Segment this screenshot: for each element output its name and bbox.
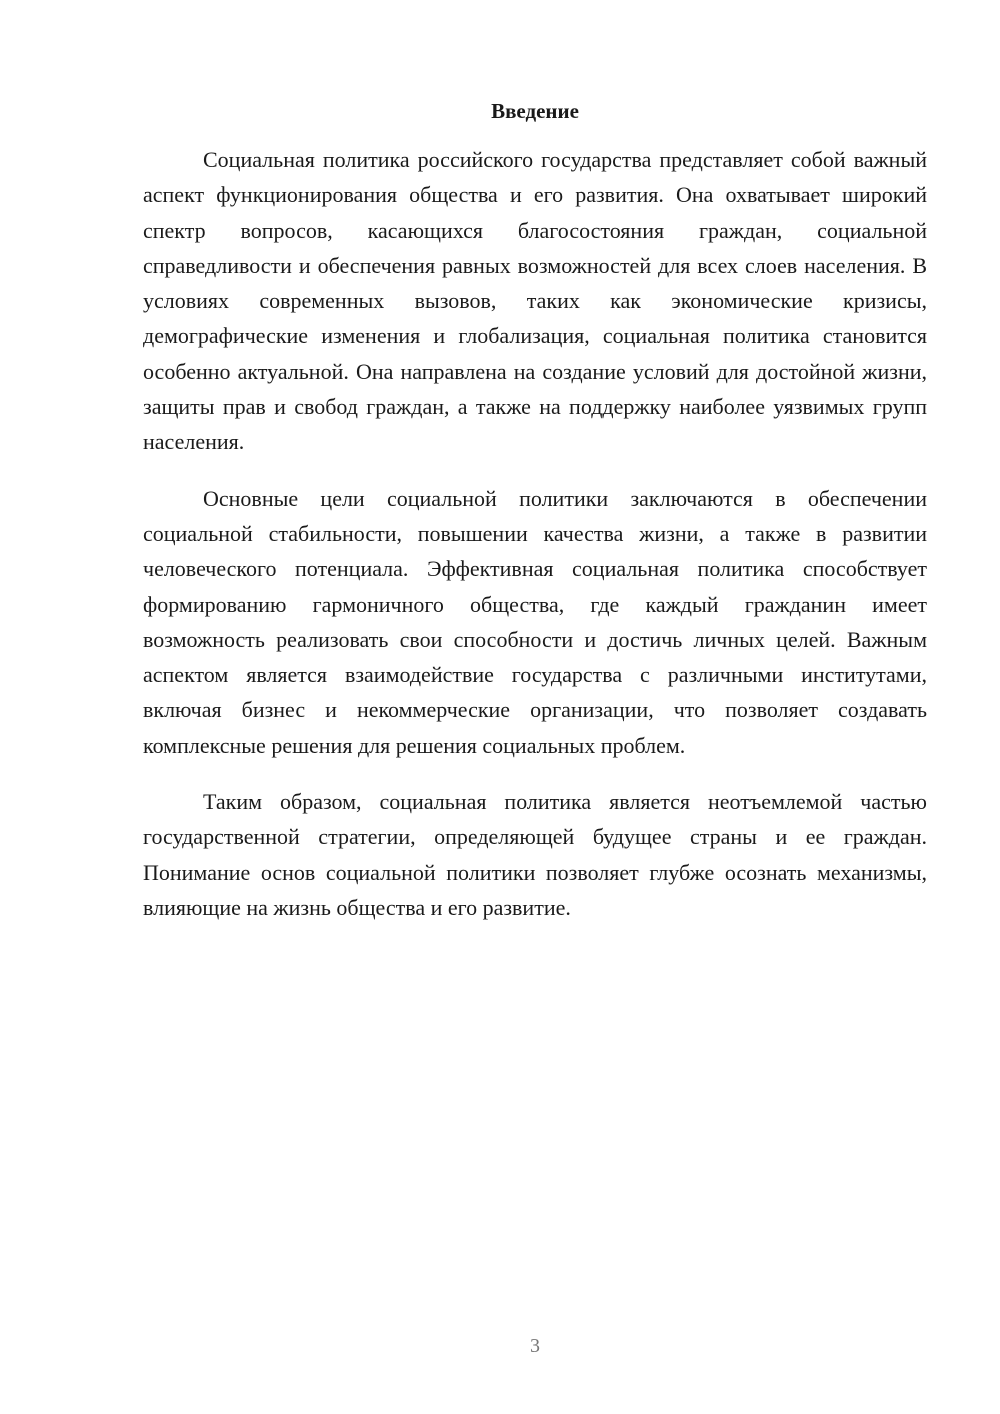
body-text bbox=[143, 142, 927, 925]
paragraph-2: Основные цели социальной политики заключаются в обеспечении социальной стабильности, повышении качества жизни, а также в развитии человеческого потенциала. Эффективная социальная политика способствует формированию гармоничного общества, где каждый гражданин имеет возможность реализовать свои способности и достичь личных целей. Важным аспектом является взаимодействие государства с различными институтами, включая бизнес и некоммерческие организации, что позволяет создавать комплексные решения для решения социальных проблем. bbox=[143, 485, 927, 758]
section-title: Введение bbox=[491, 99, 579, 123]
paragraph-3: Таким образом, социальная политика является неотъемлемой частью государственной стратегии, определяющей будущее страны и ее граждан. Понимание основ социальной политики позволяет глубже осознать механизмы, влияющие на жизнь общества и его развитие. bbox=[143, 789, 927, 920]
page-number: 3 bbox=[530, 1335, 540, 1357]
paragraph-1: Социальная политика российского государства представляет собой важный аспект функционирования общества и его развития. Она охватывает широкий спектр вопросов, касающихся благосостояния граждан, социальной справедливости и обеспечения равных возможностей для всех слоев населения. В условиях современных вызовов, таких как экономические кризисы, демографические изменения и глобализация, социальная политика становится особенно актуальной. Она направлена на создание условий для достойной жизни, защиты прав и свобод граждан, а также на поддержку наиболее уязвимых групп населения. bbox=[143, 147, 927, 455]
